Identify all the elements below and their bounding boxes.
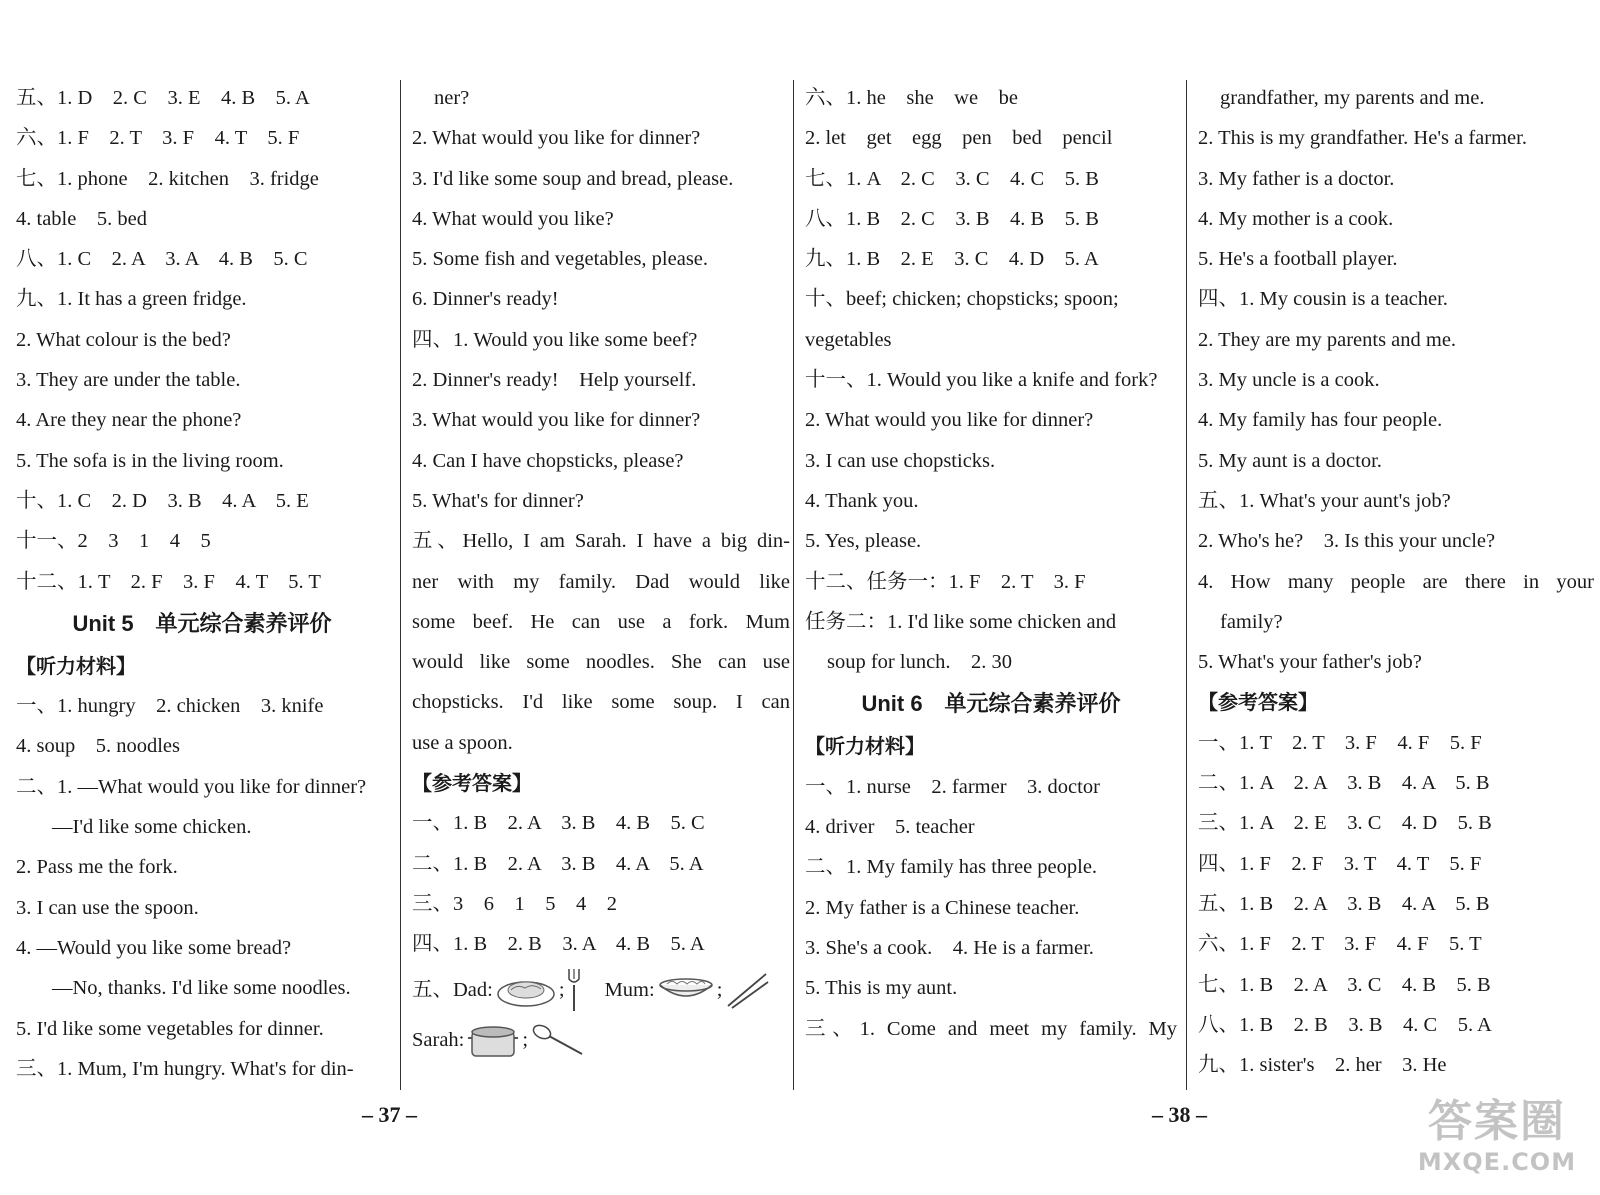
answer-line: 5. He's a football player.: [1198, 248, 1398, 271]
answer-line: 4. driver 5. teacher: [805, 816, 975, 839]
answer-line: 4. —Would you like some bread?: [16, 936, 292, 959]
answer-line: 5. My aunt is a doctor.: [1198, 449, 1382, 472]
separator: ;: [522, 1028, 529, 1051]
answer-line: 七、1. B 2. A 3. C 4. B 5. B: [1198, 973, 1491, 996]
page-number-right: – 38 –: [1152, 1102, 1207, 1127]
answer-line: vegetables: [805, 328, 892, 351]
answer-line: 九、1. It has a green fridge.: [16, 288, 247, 311]
answer-line: 3. My uncle is a cook.: [1198, 369, 1380, 392]
answer-line: ner?: [434, 87, 470, 109]
answer-line: 八、1. C 2. A 3. A 4. B 5. C: [16, 248, 308, 271]
answer-line: 4. How many people are there in your: [1198, 570, 1594, 593]
answer-line: 3. I can use the spoon.: [16, 896, 199, 919]
answer-line: 2. They are my parents and me.: [1198, 328, 1457, 351]
answer-line: 3. I can use chopsticks.: [805, 449, 996, 472]
answer-line: 五、1. What's your aunt's job?: [1198, 489, 1451, 512]
separator: ;: [716, 978, 723, 1001]
paragraph-line: would like some noodles. She can use: [412, 651, 790, 674]
dad-label: 五、Dad:: [412, 978, 493, 1001]
answer-line: 2. This is my grandfather. He's a farmer.: [1198, 127, 1527, 150]
answer-line: 4. My family has four people.: [1198, 409, 1443, 432]
answer-line: 5. What's your father's job?: [1198, 651, 1422, 674]
answer-line: 2. My father is a Chinese teacher.: [805, 896, 1080, 919]
answer-line: 4. What would you like?: [412, 207, 614, 230]
column-2: [412, 78, 790, 1088]
answer-line: 2. Who's he? 3. Is this your uncle?: [1198, 530, 1496, 553]
answer-line: 3. My father is a doctor.: [1198, 167, 1395, 190]
answer-line: 2. Dinner's ready! Help yourself.: [412, 369, 697, 392]
beef-plate-icon: [495, 970, 557, 1010]
answer-line: 九、1. sister's 2. her 3. He: [1198, 1054, 1447, 1077]
column-1: [16, 78, 388, 1088]
answer-line: 5. The sofa is in the living room.: [16, 449, 284, 472]
mum-label: Mum:: [604, 978, 655, 1001]
answer-line: 三、1. A 2. E 3. C 4. D 5. B: [1198, 812, 1492, 835]
soup-pot-icon: [466, 1020, 520, 1060]
answer-line: 六、1. F 2. T 3. F 4. T 5. F: [16, 127, 300, 150]
watermark-text: 答案圈: [1428, 1096, 1566, 1147]
answer-line: 3. She's a cook. 4. He is a farmer.: [805, 936, 1094, 959]
answer-line: 十一、1. Would you like a knife and fork?: [805, 369, 1158, 392]
answer-line: 一、1. B 2. A 3. B 4. B 5. C: [412, 812, 705, 835]
answer-line: 十一、2 3 1 4 5: [16, 530, 211, 553]
answer-line: 4. My mother is a cook.: [1198, 207, 1394, 230]
answer-line: 八、1. B 2. B 3. B 4. C 5. A: [1198, 1013, 1492, 1036]
answer-line: 4. soup 5. noodles: [16, 735, 180, 758]
answer-line: 3. I'd like some soup and bread, please.: [412, 167, 734, 190]
answer-line: 六、1. F 2. T 3. F 4. F 5. T: [1198, 933, 1482, 956]
answer-line: 四、1. B 2. B 3. A 4. B 5. A: [412, 933, 705, 956]
sarah-label: Sarah:: [412, 1028, 465, 1051]
column-4: [1198, 78, 1594, 1088]
column-divider-left: [400, 80, 401, 1090]
answer-line: 十二、1. T 2. F 3. F 4. T 5. T: [16, 570, 321, 593]
answer-line: —I'd like some chicken.: [52, 816, 252, 839]
unit-6-title: Unit 6 单元综合素养评价: [861, 691, 1121, 717]
spoon-icon: [530, 1022, 586, 1058]
answer-line: 三、1. Mum, I'm hungry. What's for din-: [16, 1057, 354, 1080]
answer-line: 5. I'd like some vegetables for dinner.: [16, 1017, 324, 1040]
answer-line: 6. Dinner's ready!: [412, 288, 559, 311]
answer-line: 4. table 5. bed: [16, 207, 147, 230]
answer-line: 五、1. D 2. C 3. E 4. B 5. A: [16, 87, 310, 109]
answer-line: 二、1. A 2. A 3. B 4. A 5. B: [1198, 772, 1490, 795]
answer-line: 一、1. T 2. T 3. F 4. F 5. F: [1198, 731, 1482, 754]
answer-line: 四、1. Would you like some beef?: [412, 328, 698, 351]
answer-line: 2. What colour is the bed?: [16, 328, 231, 351]
watermark-url: MXQE.COM: [1417, 1148, 1577, 1176]
answer-line: —No, thanks. I'd like some noodles.: [52, 977, 351, 1000]
answer-line: 4. Thank you.: [805, 489, 919, 512]
answer-line: 4. Are they near the phone?: [16, 409, 242, 432]
answer-line: 五、1. B 2. A 3. B 4. A 5. B: [1198, 892, 1490, 915]
paragraph-line: 五、Hello, I am Sarah. I have a big din-: [412, 530, 790, 553]
paragraph-line: use a spoon.: [412, 731, 513, 754]
answer-line: 六、1. he she we be: [805, 87, 1018, 109]
column-3: [805, 78, 1177, 1088]
answer-line: 二、1. —What would you like for dinner?: [16, 775, 367, 798]
answer-line: 2. let get egg pen bed pencil: [805, 127, 1113, 150]
column-divider-middle: [793, 80, 794, 1090]
answer-line: 十二、任务一：1. F 2. T 3. F: [805, 570, 1086, 593]
listening-heading: 【听力材料】: [16, 653, 136, 678]
answer-key-heading: 【参考答案】: [412, 771, 532, 796]
paragraph-line: ner with my family. Dad would like: [412, 570, 790, 593]
answer-line: 5. Some fish and vegetables, please.: [412, 248, 709, 271]
answer-line: 2. What would you like for dinner?: [805, 409, 1094, 432]
answer-line: 四、1. F 2. F 3. T 4. T 5. F: [1198, 852, 1482, 875]
answer-line: 3. They are under the table.: [16, 369, 241, 392]
answer-line: 九、1. B 2. E 3. C 4. D 5. A: [805, 248, 1099, 271]
page-number-left: – 37 –: [362, 1102, 417, 1127]
answer-line: 任务二：1. I'd like some chicken and: [805, 610, 1117, 633]
watermark-logo: [1402, 1097, 1592, 1187]
chopsticks-icon: [724, 970, 770, 1010]
column-divider-right: [1186, 80, 1187, 1090]
answer-line: 十、beef; chicken; chopsticks; spoon;: [805, 288, 1119, 311]
answer-line: 七、1. A 2. C 3. C 4. C 5. B: [805, 167, 1099, 190]
answer-line: 2. Pass me the fork.: [16, 856, 178, 879]
answer-line: 3. What would you like for dinner?: [412, 409, 701, 432]
answer-line: 2. What would you like for dinner?: [412, 127, 701, 150]
answer-line: 一、1. hungry 2. chicken 3. knife: [16, 695, 324, 718]
listening-heading: 【听力材料】: [805, 734, 925, 759]
answer-line: 5. This is my aunt.: [805, 977, 958, 1000]
picture-answer-line: [412, 1015, 790, 1065]
answer-line: 七、1. phone 2. kitchen 3. fridge: [16, 167, 319, 190]
answer-line: 二、1. B 2. A 3. B 4. A 5. A: [412, 852, 704, 875]
unit-5-title: Unit 5 单元综合素养评价: [72, 610, 332, 636]
paragraph-line: chopsticks. I'd like some soup. I can: [412, 691, 790, 714]
answer-line: family?: [1220, 610, 1283, 633]
answer-line: 三、3 6 1 5 4 2: [412, 892, 617, 915]
separator: ;: [558, 978, 565, 1001]
answer-line: soup for lunch. 2. 30: [827, 651, 1013, 674]
paragraph-line: some beef. He can use a fork. Mum: [412, 610, 790, 633]
picture-answer-line: [412, 965, 790, 1015]
answer-line: 一、1. nurse 2. farmer 3. doctor: [805, 775, 1100, 798]
answer-line: 四、1. My cousin is a teacher.: [1198, 288, 1448, 311]
answer-key-heading: 【参考答案】: [1198, 690, 1318, 715]
answer-line: 4. Can I have chopsticks, please?: [412, 449, 684, 472]
answer-line: 八、1. B 2. C 3. B 4. B 5. B: [805, 207, 1099, 230]
answer-line: 三、1. Come and meet my family. My: [805, 1017, 1177, 1040]
answer-line: 5. What's for dinner?: [412, 489, 584, 512]
answer-line: 二、1. My family has three people.: [805, 856, 1098, 879]
answer-line: 5. Yes, please.: [805, 530, 922, 553]
answer-line: 十、1. C 2. D 3. B 4. A 5. E: [16, 489, 309, 512]
fork-icon: [567, 967, 581, 1013]
answer-line: grandfather, my parents and me.: [1220, 87, 1485, 109]
noodles-bowl-icon: [657, 973, 715, 1007]
